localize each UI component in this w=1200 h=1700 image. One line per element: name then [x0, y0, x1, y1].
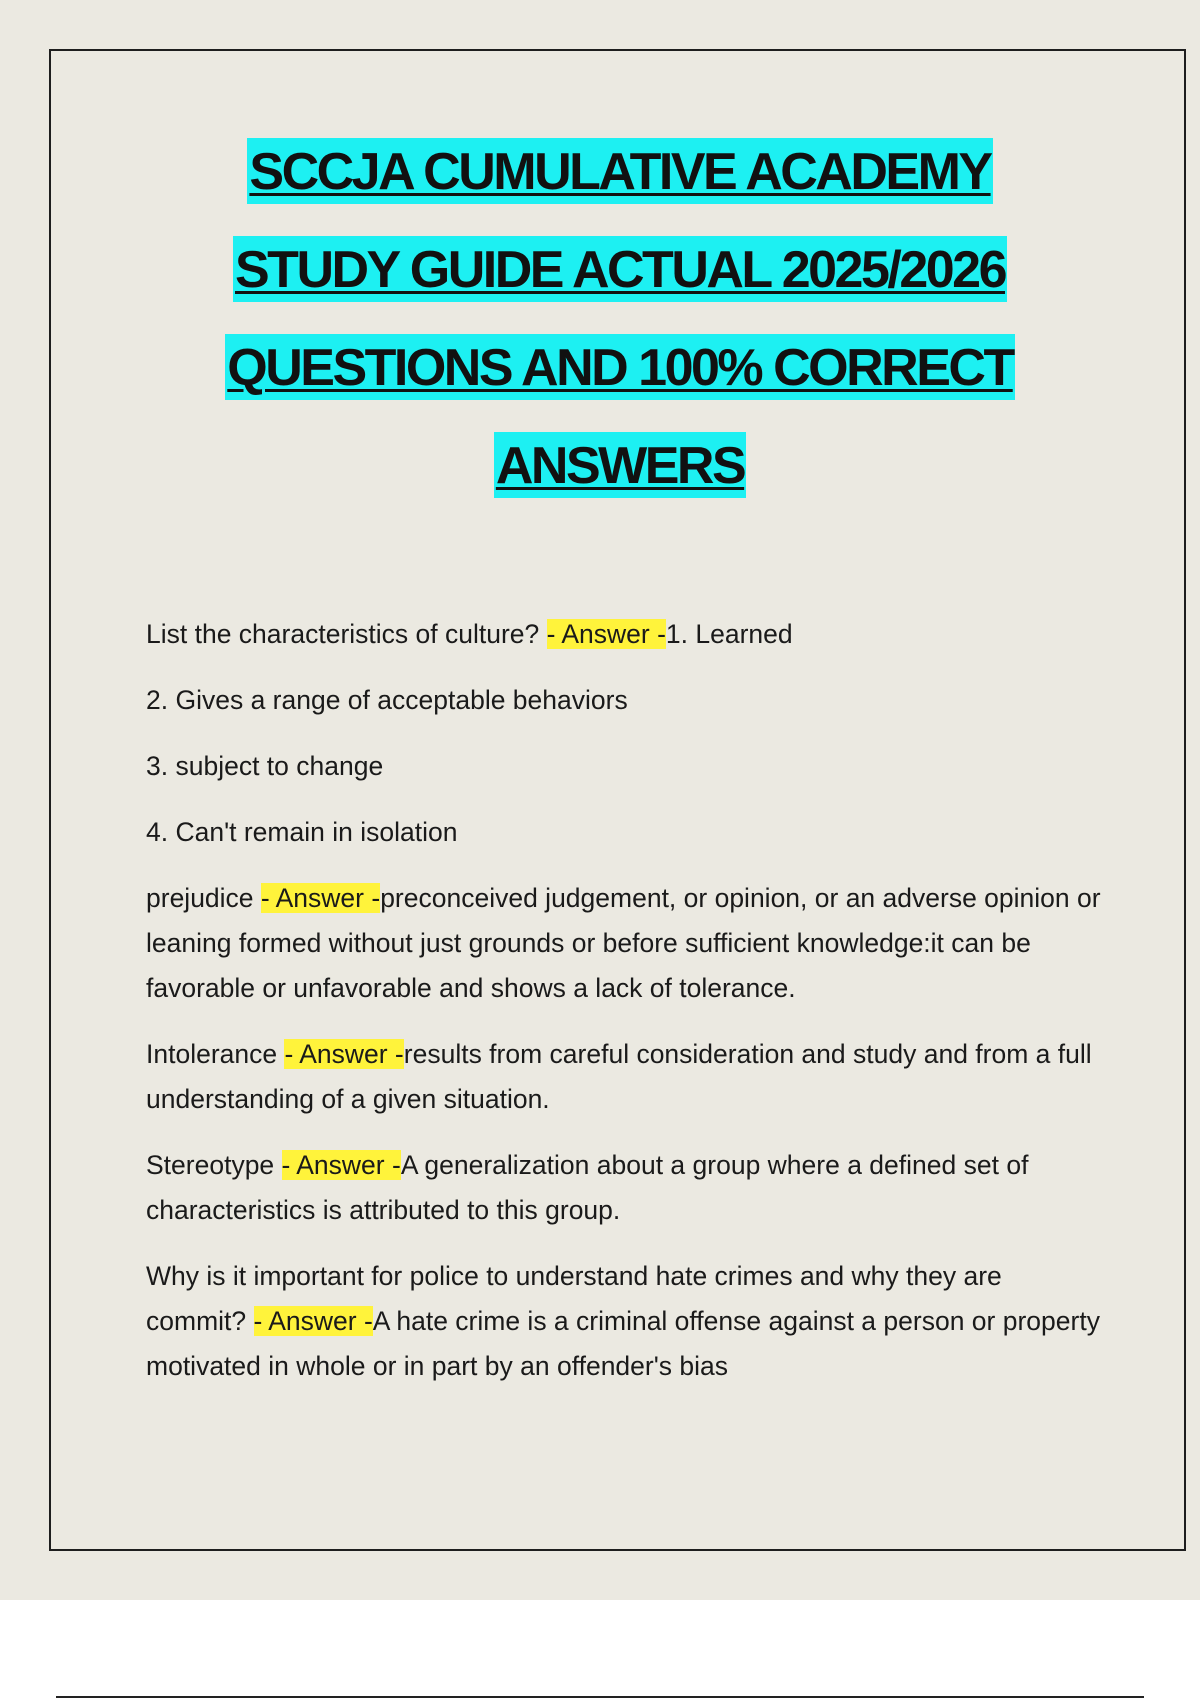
answer-marker: - Answer -	[253, 1306, 373, 1336]
title-line-2: STUDY GUIDE ACTUAL 2025/2026	[0, 236, 1200, 334]
qa-item-intolerance: Intolerance - Answer -results from careful consideration and study and from a full understanding of a given situation.	[146, 1039, 1092, 1114]
answer-marker: - Answer -	[284, 1039, 404, 1069]
qa-item-prejudice: prejudice - Answer -preconceived judgement, or opinion, or an adverse opinion or leaning formed without just grounds or before sufficient knowledge:it can be favorable or unfavorable and shows a lack of tolerance.	[146, 883, 1101, 1003]
title-line-4: ANSWERS	[0, 432, 1200, 530]
qa-item-culture: List the characteristics of culture? - Answer -1. Learned	[146, 619, 793, 649]
list-item: 3. subject to change	[146, 751, 384, 781]
title-line-1: SCCJA CUMULATIVE ACADEMY	[0, 138, 1200, 236]
list-item: 2. Gives a range of acceptable behaviors	[146, 685, 628, 715]
answer-marker: - Answer -	[546, 619, 666, 649]
bottom-divider	[56, 1696, 1144, 1698]
answer-marker: - Answer -	[260, 883, 381, 913]
qa-item-hate-crimes: Why is it important for police to understand hate crimes and why they are commit? - Answer -A hate crime is a criminal offense against a person or property motivated in whole or in part by an offender's bias	[146, 1261, 1100, 1381]
list-item: 4. Can't remain in isolation	[146, 817, 458, 847]
title-line-3: QUESTIONS AND 100% CORRECT	[0, 334, 1200, 432]
qa-content	[146, 612, 1106, 1410]
answer-marker: - Answer -	[281, 1150, 401, 1180]
document-title	[0, 138, 1200, 530]
qa-item-stereotype: Stereotype - Answer -A generalization about a group where a defined set of characteristics is attributed to this group.	[146, 1150, 1029, 1225]
